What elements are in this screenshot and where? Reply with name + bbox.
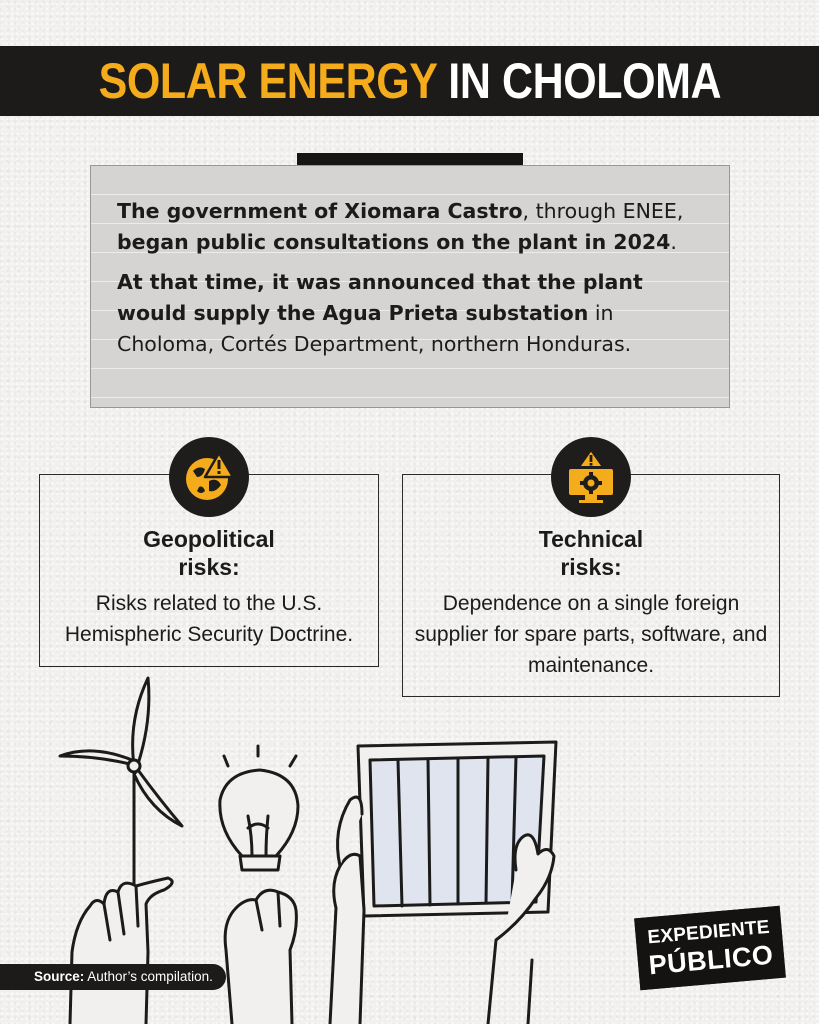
intro-p1-text: , through ENEE,	[522, 199, 684, 223]
geopolitical-heading-line2: risks:	[178, 554, 240, 580]
monitor-gear-warning-icon	[551, 437, 631, 517]
intro-paragraph-2	[117, 267, 703, 360]
intro-card	[90, 165, 730, 408]
intro-p2-bold: At that time, it was announced that the plant would supply the Agua Prieta substation	[117, 270, 643, 325]
logo-line-1: EXPEDIENTE	[646, 916, 771, 949]
geopolitical-risk-heading	[40, 525, 378, 581]
source-note	[0, 964, 226, 990]
intro-p2-text: in Choloma, Cortés Department, northern Honduras.	[117, 301, 632, 356]
source-text: Author’s compilation.	[84, 969, 213, 984]
expediente-publico-logo	[634, 906, 786, 990]
title-accent: SOLAR ENERGY	[98, 53, 437, 109]
wind-turbine-icon	[60, 678, 182, 886]
intro-paragraph-1	[117, 196, 703, 258]
title-bar	[0, 46, 819, 116]
technical-heading-line1: Technical	[538, 526, 644, 552]
light-bulb-icon	[220, 746, 298, 870]
globe-warning-icon	[169, 437, 249, 517]
technical-risk-body: Dependence on a single foreign supplier for spare parts, software, and maintenance.	[414, 592, 768, 677]
intro-p1-end: .	[670, 230, 677, 254]
page-title	[98, 52, 720, 110]
geopolitical-heading-line1: Geopolitical	[143, 526, 275, 552]
source-label: Source:	[34, 969, 85, 984]
intro-p1-bold: The government of Xiomara Castro	[117, 199, 523, 223]
technical-risk-heading	[403, 525, 779, 581]
intro-p1-bold2: began public consultations on the plant in 2024	[117, 230, 671, 254]
technical-heading-line2: risks:	[560, 554, 622, 580]
logo-line-2: PÚBLICO	[647, 939, 775, 981]
title-main: IN CHOLOMA	[447, 53, 721, 109]
geopolitical-risk-body: Risks related to the U.S. Hemispheric Security Doctrine.	[64, 592, 354, 646]
